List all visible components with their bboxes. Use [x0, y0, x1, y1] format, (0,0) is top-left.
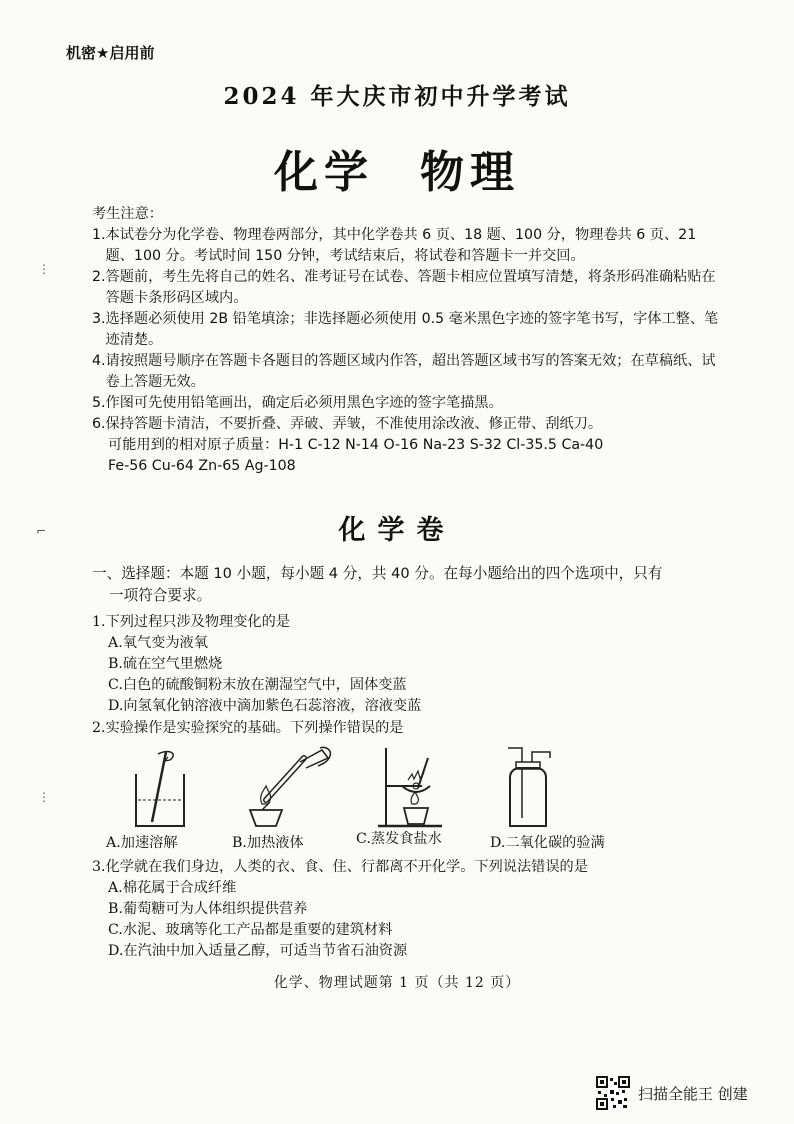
instruction-item: 4. 请按照题号顺序在答题卡各题目的答题区域内作答，超出答题区域书写的答案无效；在草稿纸、试卷上答题无效。	[92, 353, 716, 390]
exam-instructions	[92, 204, 722, 477]
figure-label-a: A.加速溶解	[106, 835, 178, 851]
figure-label-b: B.加热液体	[232, 835, 304, 851]
qr-code-icon	[596, 1076, 630, 1110]
watermark-text: 扫描全能王 创建	[638, 1084, 748, 1103]
atomic-masses-line: Fe-56 Cu-64 Zn-65 Ag-108	[108, 458, 296, 474]
question-stem: 1.下列过程只涉及物理变化的是	[92, 614, 290, 630]
figure-label-d: D.二氧化碳的验满	[490, 835, 605, 851]
question-2-stem: 2.实验操作是实验探究的基础。下列操作错误的是	[92, 720, 404, 736]
question-stem: 3.化学就在我们身边，人类的衣、食、住、行都离不开化学。下列说法错误的是	[92, 859, 588, 875]
question-option: C.白色的硫酸铜粉末放在潮湿空气中，固体变蓝	[108, 677, 407, 693]
question-option: B.葡萄糖可为人体组织提供营养	[108, 901, 308, 917]
evaporation-figure	[372, 744, 452, 830]
confidential-label: 机密★启用前	[66, 44, 155, 62]
page-footer: 化学、物理试题第 1 页（共 12 页）	[273, 975, 521, 991]
instruction-item: 5. 作图可先使用铅笔画出，确定后必须用黑色字迹的签字笔描黑。	[92, 395, 503, 411]
question-option: A.棉花属于合成纤维	[108, 880, 237, 896]
question-option: C.水泥、玻璃等化工产品都是重要的建筑材料	[108, 922, 393, 938]
atomic-masses-line: 可能用到的相对原子质量：H-1 C-12 N-14 O-16 Na-23 S-32 Cl-35.5 Ca-40	[108, 437, 604, 453]
instruction-item: 1. 本试卷分为化学卷、物理卷两部分，其中化学卷共 6 页、18 题、100 分，物理卷共 6 页、21 题、100 分。考试时间 150 分钟，考试结束后，将试卷和答题卡一并交回。	[92, 227, 697, 264]
question-option: D.在汽油中加入适量乙醇，可适当节省石油资源	[108, 943, 408, 959]
figure-label-c: C.蒸发食盐水	[356, 831, 442, 847]
instruction-item: 3. 选择题必须使用 2B 铅笔填涂；非选择题必须使用 0.5 毫米黑色字迹的签字笔书写，字体工整、笔迹清楚。	[92, 311, 719, 348]
subject-chemistry: 化学	[274, 147, 374, 198]
question-option: B.硫在空气里燃烧	[108, 656, 223, 672]
subject-physics: 物理	[420, 147, 520, 198]
question-3	[92, 857, 732, 962]
instruction-item: 2. 答题前，考生先将自己的姓名、准考证号在试卷、答题卡相应位置填写清楚，将条形码准确粘贴在答题卡条形码区域内。	[92, 269, 716, 306]
scanner-watermark	[596, 1076, 748, 1110]
section-title: 化学卷	[338, 515, 456, 546]
question-option: A.氧气变为液氧	[108, 635, 208, 651]
margin-mark: ⌐	[36, 524, 47, 538]
exam-title: 2024 年大庆市初中升学考试	[223, 83, 571, 110]
gas-bottle-figure	[498, 744, 558, 830]
test-tube-heating-figure	[236, 744, 336, 830]
beaker-stirring-figure	[126, 744, 196, 830]
margin-mark: ⋮	[38, 262, 50, 276]
instructions-heading: 考生注意：	[92, 206, 163, 222]
part-heading: 一、选择题：本题 10 小题，每小题 4 分，共 40 分。在每小题给出的四个选项中，只有 一项符合要求。	[92, 565, 663, 604]
page-title	[0, 136, 794, 200]
question-1	[92, 612, 732, 717]
margin-mark: ⋮	[38, 790, 50, 804]
instruction-item: 6. 保持答题卡清洁，不要折叠、弄破、弄皱，不准使用涂改液、修正带、刮纸刀。	[92, 416, 603, 432]
question-option: D.向氢氧化钠溶液中滴加紫色石蕊溶液，溶液变蓝	[108, 698, 422, 714]
